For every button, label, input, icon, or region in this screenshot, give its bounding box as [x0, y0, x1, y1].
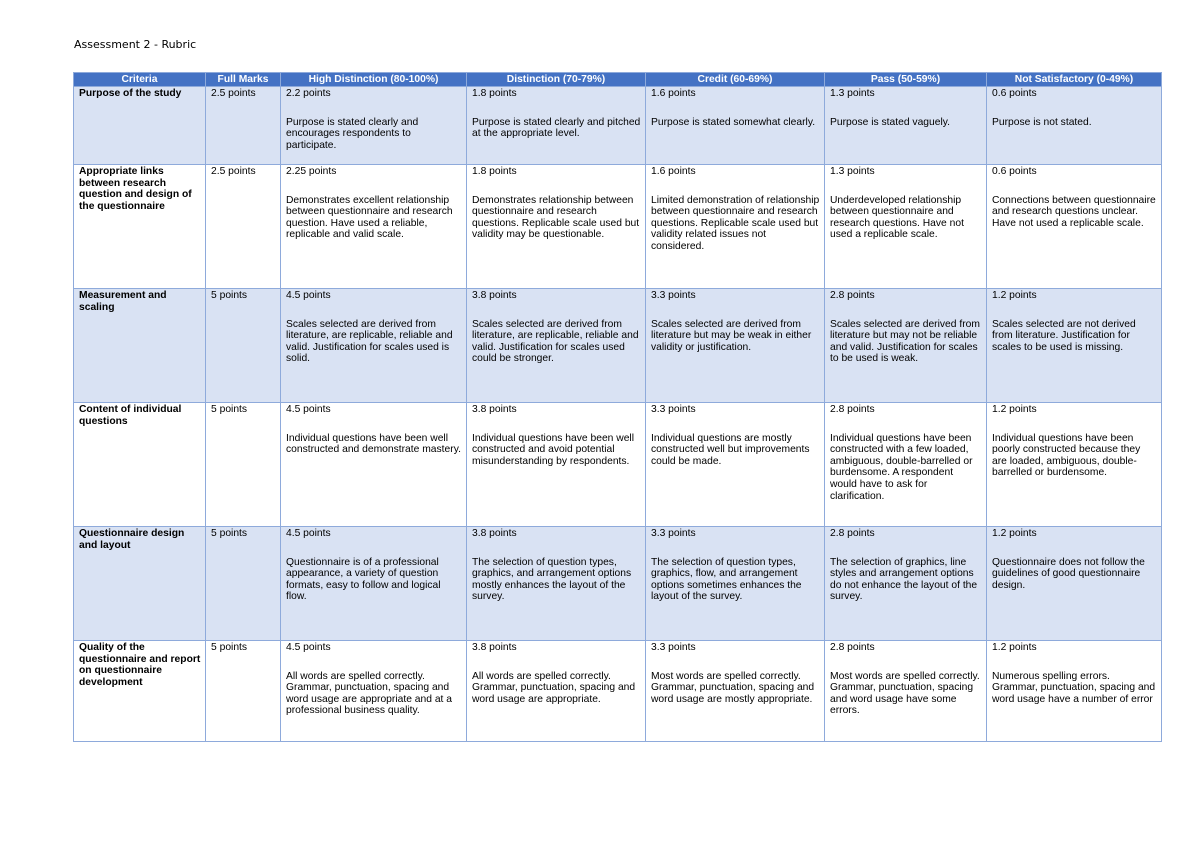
grade-cell	[467, 289, 646, 403]
full-marks-cell: 5 points	[206, 527, 281, 641]
header-pass: Pass (50-59%)	[825, 73, 987, 87]
grade-cell	[467, 87, 646, 165]
description-text: Scales selected are derived from literature but may not be reliable and valid. Justification for scales to be used is weak.	[830, 318, 980, 365]
grade-cell	[281, 641, 467, 742]
grade-cell	[987, 403, 1162, 527]
description-text: Individual questions have been well constructed and avoid potential misunderstanding by respondents.	[472, 432, 635, 467]
table-row	[74, 403, 1162, 527]
table-row	[74, 289, 1162, 403]
points-text: 1.2 points	[992, 290, 1037, 301]
description-text: Individual questions have been poorly constructed because they are loaded, ambiguous, double-barrelled or burdensome.	[992, 432, 1141, 479]
description-text: Purpose is stated somewhat clearly.	[651, 116, 816, 128]
grade-cell	[467, 527, 646, 641]
grade-cell	[825, 641, 987, 742]
description-text: Purpose is stated vaguely.	[830, 116, 951, 128]
description-text: All words are spelled correctly. Grammar, punctuation, spacing and word usage are appropriate.	[472, 670, 636, 705]
grade-cell	[825, 403, 987, 527]
grade-cell	[467, 403, 646, 527]
grade-cell	[281, 289, 467, 403]
points-text: 1.6 points	[651, 88, 696, 99]
full-marks-cell: 5 points	[206, 403, 281, 527]
full-marks-cell: 2.5 points	[206, 87, 281, 165]
criteria-cell: Content of individual questions	[74, 403, 206, 527]
header-full-marks: Full Marks	[206, 73, 281, 87]
grade-cell	[467, 165, 646, 289]
description-text: Demonstrates excellent relationship between questionnaire and research question. Have used a reliable, replicable and valid scale.	[286, 194, 453, 241]
description-text: Individual questions have been well constructed and demonstrate mastery.	[286, 432, 461, 456]
points-text: 3.8 points	[472, 404, 517, 415]
description-text: Purpose is not stated.	[992, 116, 1092, 128]
header-credit: Credit (60-69%)	[646, 73, 825, 87]
points-text: 3.3 points	[651, 290, 696, 301]
grade-cell	[825, 289, 987, 403]
points-text: 4.5 points	[286, 528, 331, 539]
table-row	[74, 87, 1162, 165]
points-text: 1.3 points	[830, 88, 875, 99]
description-text: Individual questions have been constructed with a few loaded, ambiguous, double-barrelled or burdensome. A respondent would have to ask for clarification.	[830, 432, 973, 502]
grade-cell	[281, 403, 467, 527]
points-text: 3.3 points	[651, 642, 696, 653]
description-text: Questionnaire does not follow the guidelines of good questionnaire design.	[992, 556, 1145, 591]
description-text: Limited demonstration of relationship between questionnaire and research questions. Replicable scale used but validity related issues not considered.	[651, 194, 820, 252]
grade-cell	[281, 527, 467, 641]
points-text: 4.5 points	[286, 404, 331, 415]
points-text: 2.8 points	[830, 642, 875, 653]
points-text: 3.8 points	[472, 528, 517, 539]
description-text: Most words are spelled correctly. Grammar, punctuation, spacing and word usage are mostly appropriate.	[651, 670, 815, 705]
table-row	[74, 641, 1162, 742]
description-text: Scales selected are derived from literature, are replicable, reliable and valid. Justification for scales used could be stronger.	[472, 318, 639, 365]
description-text: Underdeveloped relationship between questionnaire and research questions. Have not used a replicable scale.	[830, 194, 964, 241]
grade-cell	[281, 87, 467, 165]
points-text: 4.5 points	[286, 642, 331, 653]
points-text: 3.3 points	[651, 404, 696, 415]
points-text: 1.2 points	[992, 528, 1037, 539]
description-text: Numerous spelling errors. Grammar, punctuation, spacing and word usage have a number of error	[992, 670, 1156, 705]
header-row	[74, 73, 1162, 87]
grade-cell	[987, 641, 1162, 742]
grade-cell	[646, 527, 825, 641]
points-text: 3.8 points	[472, 642, 517, 653]
points-text: 1.8 points	[472, 88, 517, 99]
grade-cell	[646, 87, 825, 165]
grade-cell	[825, 165, 987, 289]
header-criteria: Criteria	[74, 73, 206, 87]
description-text: Scales selected are derived from literature, are replicable, reliable and valid. Justification for scales used is solid.	[286, 318, 453, 365]
header-distinction: Distinction (70-79%)	[467, 73, 646, 87]
grade-cell	[825, 527, 987, 641]
grade-cell	[281, 165, 467, 289]
description-text: Purpose is stated clearly and encourages respondents to participate.	[286, 116, 419, 151]
rubric-table	[73, 72, 1162, 742]
points-text: 1.2 points	[992, 642, 1037, 653]
header-not-satisfactory: Not Satisfactory (0-49%)	[987, 73, 1162, 87]
points-text: 3.8 points	[472, 290, 517, 301]
criteria-cell: Questionnaire design and layout	[74, 527, 206, 641]
description-text: Questionnaire is of a professional appearance, a variety of question formats, easy to follow and logical flow.	[286, 556, 441, 603]
criteria-cell: Measurement and scaling	[74, 289, 206, 403]
points-text: 1.2 points	[992, 404, 1037, 415]
grade-cell	[987, 527, 1162, 641]
points-text: 3.3 points	[651, 528, 696, 539]
header-high-distinction: High Distinction (80-100%)	[281, 73, 467, 87]
description-text: Demonstrates relationship between questionnaire and research questions. Replicable scale used but validity may be questionable.	[472, 194, 640, 241]
grade-cell	[987, 87, 1162, 165]
description-text: Scales selected are derived from literature but may be weak in either validity or justification.	[651, 318, 812, 353]
description-text: The selection of graphics, line styles and arrangement options do not enhance the layout of the survey.	[830, 556, 978, 603]
criteria-cell: Quality of the questionnaire and report on questionnaire development	[74, 641, 206, 742]
criteria-cell: Appropriate links between research question and design of the questionnaire	[74, 165, 206, 289]
description-text: Individual questions are mostly constructed well but improvements could be made.	[651, 432, 810, 467]
points-text: 4.5 points	[286, 290, 331, 301]
points-text: 0.6 points	[992, 88, 1037, 99]
grade-cell	[825, 87, 987, 165]
points-text: 2.8 points	[830, 290, 875, 301]
points-text: 1.6 points	[651, 166, 696, 177]
description-text: Scales selected are not derived from literature. Justification for scales to be used is missing.	[992, 318, 1136, 353]
points-text: 2.8 points	[830, 404, 875, 415]
points-text: 2.2 points	[286, 88, 331, 99]
full-marks-cell: 5 points	[206, 641, 281, 742]
full-marks-cell: 2.5 points	[206, 165, 281, 289]
description-text: The selection of question types, graphics, and arrangement options mostly enhances the layout of the survey.	[472, 556, 632, 603]
points-text: 1.8 points	[472, 166, 517, 177]
description-text: Most words are spelled correctly. Grammar, punctuation, spacing and word usage have some errors.	[830, 670, 980, 717]
description-text: All words are spelled correctly. Grammar, punctuation, spacing and word usage are appropriate and at a professional business quality.	[286, 670, 453, 717]
description-text: The selection of question types, graphics, flow, and arrangement options sometimes enhances the layout of the survey.	[651, 556, 802, 603]
table-row	[74, 527, 1162, 641]
points-text: 2.8 points	[830, 528, 875, 539]
points-text: 2.25 points	[286, 166, 337, 177]
points-text: 1.3 points	[830, 166, 875, 177]
criteria-cell: Purpose of the study	[74, 87, 206, 165]
grade-cell	[646, 403, 825, 527]
description-text: Purpose is stated clearly and pitched at the appropriate level.	[472, 116, 641, 140]
points-text: 0.6 points	[992, 166, 1037, 177]
grade-cell	[467, 641, 646, 742]
grade-cell	[987, 165, 1162, 289]
grade-cell	[646, 289, 825, 403]
grade-cell	[646, 641, 825, 742]
full-marks-cell: 5 points	[206, 289, 281, 403]
page-title: Assessment 2 - Rubric	[74, 38, 197, 51]
grade-cell	[987, 289, 1162, 403]
table-row	[74, 165, 1162, 289]
description-text: Connections between questionnaire and research questions unclear. Have not used a replicable scale.	[992, 194, 1156, 229]
grade-cell	[646, 165, 825, 289]
